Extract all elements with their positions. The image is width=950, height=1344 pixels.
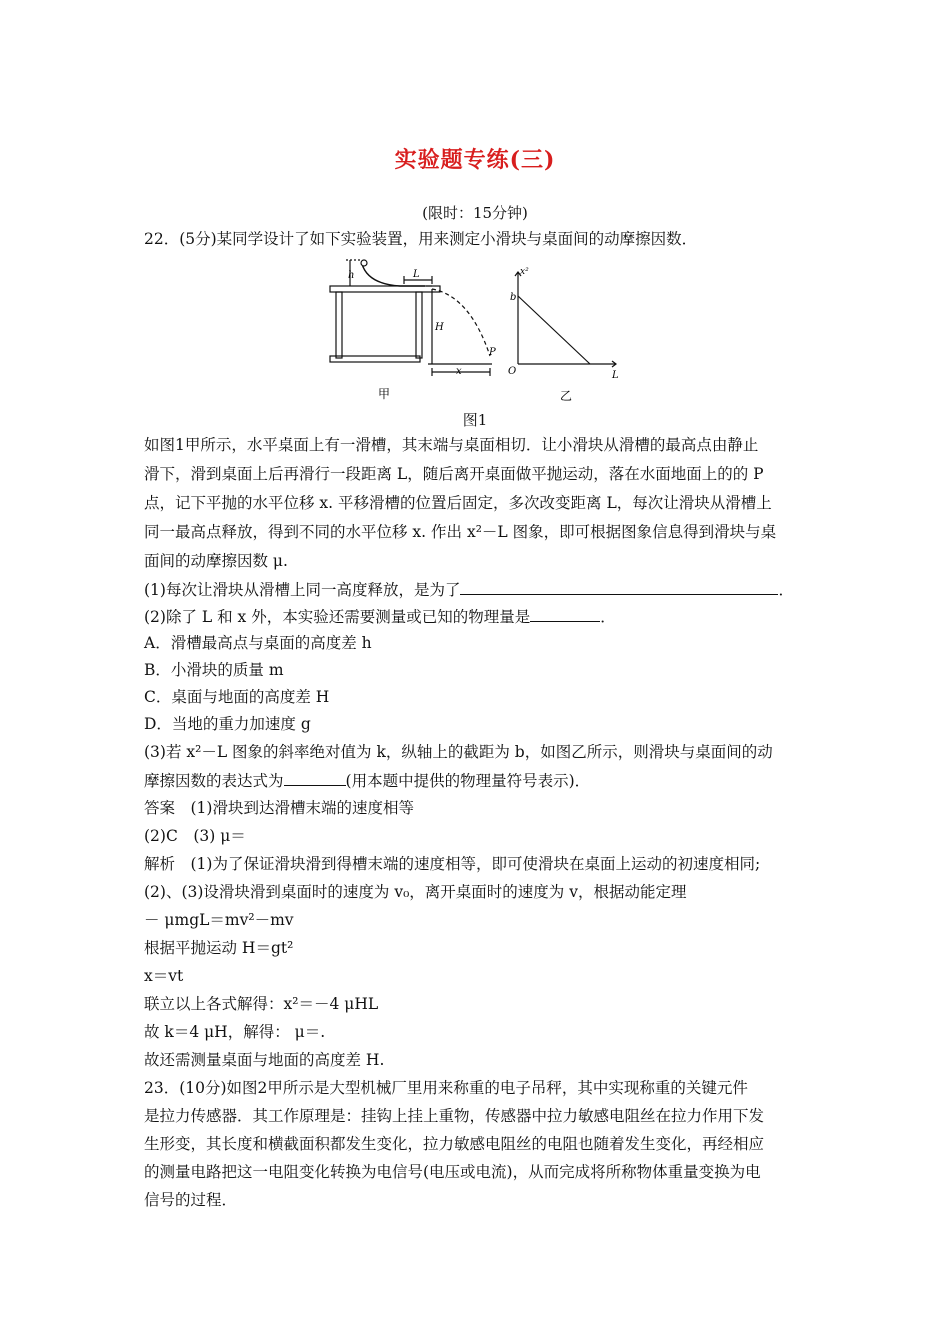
q22-header: 22．(5分)某同学设计了如下实验装置，用来测定小滑块与桌面间的动摩擦因数． bbox=[144, 230, 698, 248]
label-P: P bbox=[489, 347, 496, 358]
analysis-line: x＝vt bbox=[144, 967, 184, 985]
answer-blank-3[interactable] bbox=[284, 769, 346, 786]
option-b: B．小滑块的质量 m bbox=[144, 661, 284, 679]
body-line: 面间的动摩擦因数 μ. bbox=[144, 552, 288, 570]
analysis-line: 故还需测量桌面与地面的高度差 H. bbox=[144, 1051, 385, 1069]
figure-caption: 图1 bbox=[462, 411, 488, 429]
analysis-line: 根据平抛运动 H＝gt² bbox=[144, 939, 294, 957]
body-line: 滑下，滑到桌面上后再滑行一段距离 L，随后离开桌面做平抛运动，落在水面地面上的的 P bbox=[144, 465, 764, 483]
time-limit: (限时：15分钟) bbox=[422, 204, 528, 222]
option-a: A．滑槽最高点与桌面的高度差 h bbox=[144, 634, 372, 652]
option-d: D．当地的重力加速度 g bbox=[144, 715, 311, 733]
answer-line: (2)C (3) μ＝ bbox=[144, 827, 246, 845]
body-line: 点，记下平抛的水平位移 x. 平移滑槽的位置后固定，多次改变距离 L，每次让滑块从滑槽上 bbox=[144, 494, 772, 512]
label-H: H bbox=[435, 322, 444, 333]
label-b: b bbox=[510, 292, 517, 303]
label-L: L bbox=[413, 269, 420, 280]
figure-1 bbox=[320, 256, 640, 406]
answer-blank-2[interactable] bbox=[530, 605, 600, 622]
analysis-line: (2)、(3)设滑块滑到桌面时的速度为 v₀，离开桌面时的速度为 v，根据动能定理 bbox=[144, 883, 687, 901]
answer-line: 答案 (1)滑块到达滑槽末端的速度相等 bbox=[144, 799, 414, 817]
body-line: 同一最高点释放，得到不同的水平位移 x. 作出 x²－L 图象，即可根据图象信息得到滑块与桌 bbox=[144, 523, 777, 541]
q23-line: 生形变，其长度和横截面积都发生变化，拉力敏感电阻丝的电阻也随着发生变化，再经相应 bbox=[144, 1135, 765, 1153]
caption-yi: 乙 bbox=[560, 389, 573, 403]
answer-blank-1[interactable] bbox=[460, 578, 778, 595]
analysis-line: 解析 (1)为了保证滑块滑到得槽末端的速度相等，即可使滑块在桌面上运动的初速度相同; bbox=[144, 855, 761, 873]
question-3: (3)若 x²－L 图象的斜率绝对值为 k，纵轴上的截距为 b，如图乙所示，则滑块与桌面间的动 bbox=[144, 743, 773, 761]
label-x2: x² bbox=[520, 267, 529, 277]
question-1-text: (1)每次让滑块从滑槽上同一高度释放，是为了 bbox=[144, 581, 461, 599]
label-h: h bbox=[348, 270, 355, 281]
label-O: O bbox=[508, 366, 517, 377]
analysis-line: － μmgL＝mv²－mv bbox=[144, 911, 294, 929]
question-3-cont bbox=[144, 769, 590, 792]
q23-line: 的测量电路把这一电阻变化转换为电信号(电压或电流)，从而完成将所称物体重量变换为电 bbox=[144, 1163, 761, 1181]
caption-jia: 甲 bbox=[378, 387, 391, 401]
q23-line: 信号的过程． bbox=[144, 1191, 238, 1209]
q23-line: 是拉力传感器．其工作原理是：挂钩上挂上重物，传感器中拉力敏感电阻丝在拉力作用下发 bbox=[144, 1107, 765, 1125]
label-L-axis: L bbox=[612, 370, 619, 381]
question-3-pre: 摩擦因数的表达式为 bbox=[144, 772, 284, 790]
x2-L-graph bbox=[515, 272, 616, 367]
q23-line: 23．(10分)如图2甲所示是大型机械厂里用来称重的电子吊秤，其中实现称重的关键元件 bbox=[144, 1079, 748, 1097]
question-2-text: (2)除了 L 和 x 外，本实验还需要测量或已知的物理量是 bbox=[144, 608, 531, 626]
body-line: 如图1甲所示，水平桌面上有一滑槽，其末端与桌面相切．让小滑块从滑槽的最高点由静止 bbox=[144, 436, 759, 454]
question-1: (1)每次让滑块从滑槽上同一高度释放，是为了 ． bbox=[144, 578, 794, 601]
option-c: C．桌面与地面的高度差 H bbox=[144, 688, 330, 706]
label-x: x bbox=[456, 366, 462, 377]
question-2: (2)除了 L 和 x 外，本实验还需要测量或已知的物理量是 ． bbox=[144, 605, 616, 628]
question-3-post: (用本题中提供的物理量符号表示)． bbox=[345, 772, 591, 790]
page-title: 实验题专练(三) bbox=[394, 147, 556, 173]
analysis-line: 故 k＝4 μH，解得： μ＝. bbox=[144, 1023, 326, 1041]
analysis-line: 联立以上各式解得：x²＝－4 μHL bbox=[144, 995, 379, 1013]
